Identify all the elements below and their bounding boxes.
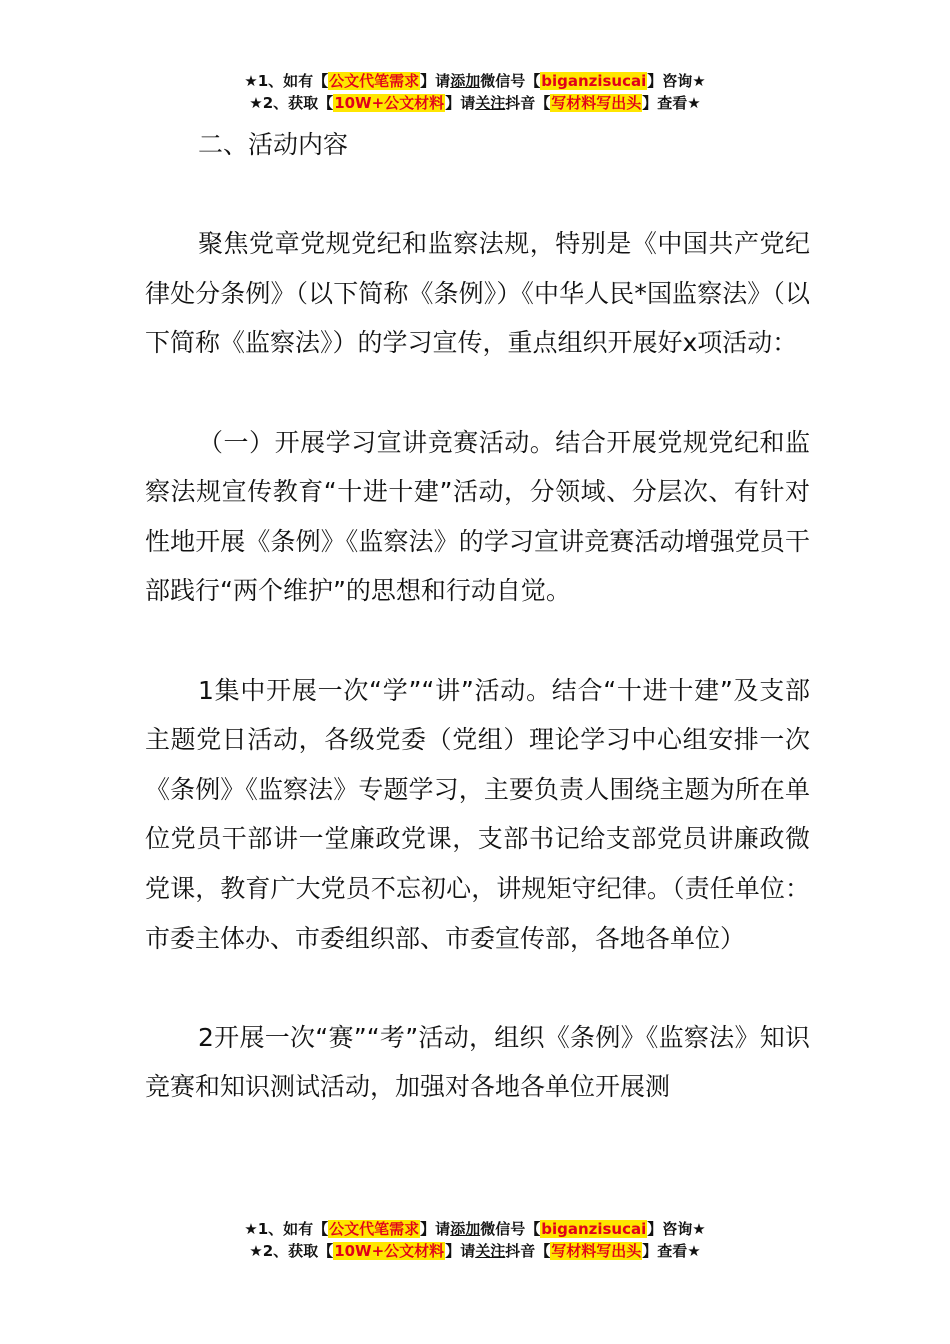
banner-text: 】请 bbox=[445, 94, 476, 112]
top-banner bbox=[0, 70, 950, 114]
banner-emphasis: 关注 bbox=[475, 1242, 506, 1260]
banner-text: 微信号【 bbox=[480, 1220, 541, 1238]
banner-text: 】请 bbox=[445, 1242, 476, 1260]
banner-text: ★2、获取【 bbox=[249, 94, 334, 112]
paragraph-item-1: （一）开展学习宣讲竞赛活动。结合开展党规党纪和监察法规宣传教育“十进十建”活动，分领域、分层次、有针对性地开展《条例》《监察法》的学习宣讲竞赛活动增强党员干部践行“两个维护”的思想和行动自觉。 bbox=[145, 427, 810, 606]
paragraph-intro: 聚焦党章党规党纪和监察法规，特别是《中国共产党纪律处分条例》（以下简称《条例》）《中华人民*国监察法》（以下简称《监察法》）的学习宣传，重点组织开展好x项活动： bbox=[145, 229, 810, 358]
banner-text: 】请 bbox=[420, 1220, 451, 1238]
banner-highlight: 公文代笔需求 bbox=[329, 1220, 420, 1238]
banner-line-2 bbox=[0, 92, 950, 114]
banner-text: ★2、获取【 bbox=[249, 1242, 334, 1260]
banner-text: 微信号【 bbox=[480, 72, 541, 90]
banner-text: 】请 bbox=[420, 72, 451, 90]
banner-highlight: biganzisucai bbox=[541, 72, 647, 90]
banner-text: 】咨询★ bbox=[647, 1220, 706, 1238]
document-body bbox=[145, 120, 810, 1112]
banner-highlight: biganzisucai bbox=[541, 1220, 647, 1238]
banner-line-2 bbox=[0, 1240, 950, 1262]
banner-text: 抖音【 bbox=[505, 94, 551, 112]
banner-text: 】查看★ bbox=[642, 1242, 701, 1260]
paragraph-subitem-2: 2开展一次“赛”“考”活动，组织《条例》《监察法》知识竞赛和知识测试活动，加强对各地各单位开展测 bbox=[145, 1022, 810, 1102]
banner-line-1 bbox=[0, 1218, 950, 1240]
banner-text: 】查看★ bbox=[642, 94, 701, 112]
paragraph-subitem-1: 1集中开展一次“学”“讲”活动。结合“十进十建”及支部主题党日活动，各级党委（党组）理论学习中心组安排一次《条例》《监察法》专题学习，主要负责人围绕主题为所在单位党员干部讲一堂廉政党课，支部书记给支部党员讲廉政微党课，教育广大党员不忘初心，讲规矩守纪律。（责任单位：市委主体办、市委组织部、市委宣传部，各地各单位） bbox=[145, 675, 810, 953]
banner-text: 】咨询★ bbox=[647, 72, 706, 90]
banner-text: ★1、如有【 bbox=[244, 72, 329, 90]
banner-text: 抖音【 bbox=[505, 1242, 551, 1260]
banner-highlight: 10W+公文材料 bbox=[334, 1242, 445, 1260]
banner-highlight: 10W+公文材料 bbox=[334, 94, 445, 112]
banner-highlight: 公文代笔需求 bbox=[329, 72, 420, 90]
bottom-banner bbox=[0, 1218, 950, 1262]
banner-emphasis: 添加 bbox=[450, 72, 481, 90]
banner-emphasis: 关注 bbox=[475, 94, 506, 112]
banner-highlight: 写材料写出头 bbox=[551, 1242, 642, 1260]
banner-emphasis: 添加 bbox=[450, 1220, 481, 1238]
section-heading: 二、活动内容 bbox=[198, 130, 349, 159]
banner-highlight: 写材料写出头 bbox=[551, 94, 642, 112]
banner-text: ★1、如有【 bbox=[244, 1220, 329, 1238]
banner-line-1 bbox=[0, 70, 950, 92]
